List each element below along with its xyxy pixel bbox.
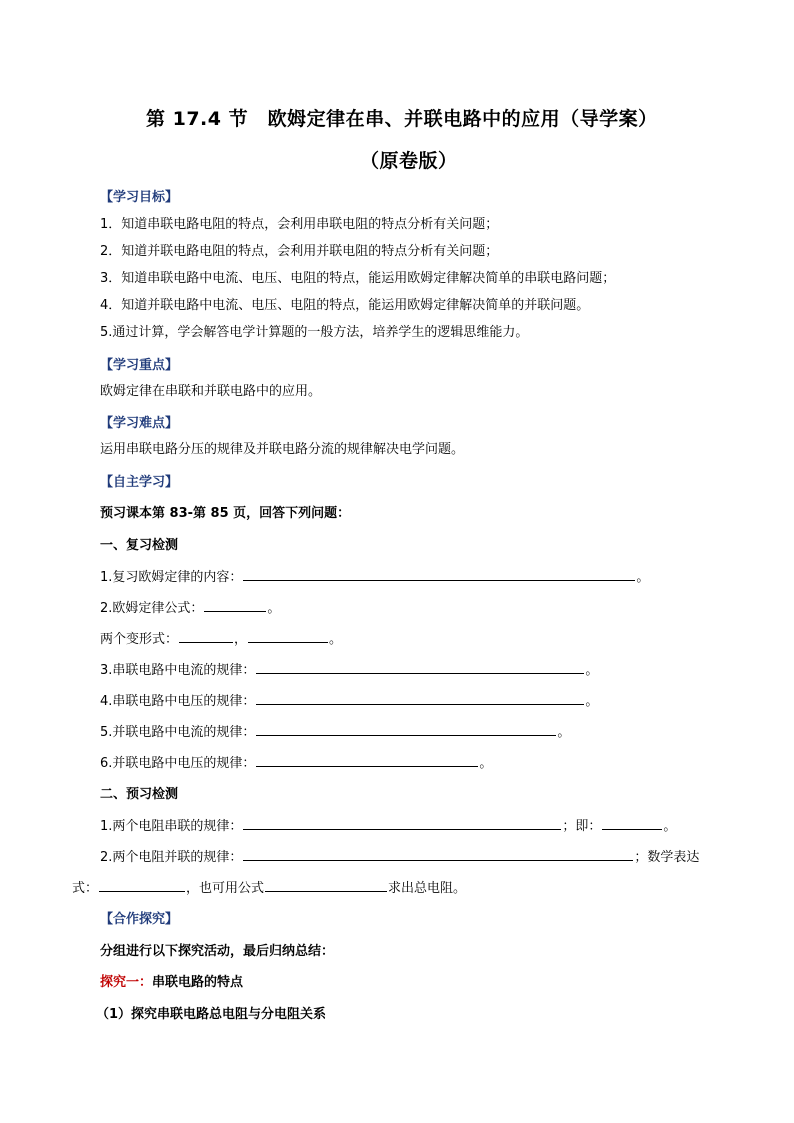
objective-item: 4．知道并联电路中电流、电压、电阻的特点，能运用欧姆定律解决简单的并联问题。 — [100, 298, 590, 313]
objective-item: 1．知道串联电路电阻的特点，会利用串联电阻的特点分析有关问题； — [100, 217, 499, 232]
answer-blank[interactable] — [265, 879, 387, 892]
question-5: 5.并联电路中电流的规律： 。 — [100, 725, 571, 740]
answer-blank[interactable] — [243, 568, 635, 581]
answer-blank[interactable] — [179, 630, 233, 643]
question-3: 3.串联电路中电流的规律： 。 — [100, 663, 599, 678]
question-2b: 两个变形式： ， 。 — [100, 632, 343, 647]
preview-question-2: 2.两个电阻并联的规律： ；数学表达 — [100, 850, 700, 865]
difficulties-text: 运用串联电路分压的规律及并联电路分流的规律解决电学问题。 — [100, 442, 465, 457]
explore-1 — [100, 971, 243, 990]
objective-item: 5.通过计算，学会解答电学计算题的一般方法，培养学生的逻辑思维能力。 — [100, 325, 529, 340]
answer-blank[interactable] — [99, 879, 185, 892]
answer-blank[interactable] — [256, 661, 584, 674]
question-6: 6.并联电路中电压的规律： 。 — [100, 756, 493, 771]
objectives-heading: 【学习目标】 — [100, 190, 179, 205]
preview-question-2-continued: 式： ，也可用公式 求出总电阻。 — [72, 881, 467, 896]
question-4: 4.串联电路中电压的规律： 。 — [100, 694, 599, 709]
answer-blank[interactable] — [256, 723, 556, 736]
key-points-text: 欧姆定律在串联和并联电路中的应用。 — [100, 384, 322, 399]
answer-blank[interactable] — [243, 848, 633, 861]
preview-question-1: 1.两个电阻串联的规律： ；即： 。 — [100, 819, 677, 834]
explore-1-label: 探究一： — [100, 975, 153, 990]
page-title: 第 17.4 节 欧姆定律在串、并联电路中的应用（导学案） — [146, 108, 658, 130]
question-2: 2.欧姆定律公式： 。 — [100, 601, 281, 616]
answer-blank[interactable] — [243, 817, 561, 830]
objective-item: 3．知道串联电路中电流、电压、电阻的特点，能运用欧姆定律解决简单的串联电路问题； — [100, 271, 616, 286]
key-points-heading: 【学习重点】 — [100, 358, 179, 373]
explore-1-sub-1: （1）探究串联电路总电阻与分电阻关系 — [96, 1007, 327, 1022]
difficulties-heading: 【学习难点】 — [100, 416, 179, 431]
self-study-heading: 【自主学习】 — [100, 475, 179, 490]
objective-item: 2．知道并联电路电阻的特点，会利用并联电阻的特点分析有关问题； — [100, 244, 499, 259]
answer-blank[interactable] — [248, 630, 328, 643]
answer-blank[interactable] — [602, 817, 662, 830]
self-study-intro: 预习课本第 83-第 85 页，回答下列问题： — [100, 506, 351, 521]
cooperation-intro: 分组进行以下探究活动，最后归纳总结： — [100, 944, 335, 959]
review-title: 一、复习检测 — [100, 538, 179, 553]
explore-1-title: 串联电路的特点 — [152, 975, 244, 990]
answer-blank[interactable] — [256, 692, 584, 705]
page-subtitle: （原卷版） — [360, 150, 458, 172]
question-1: 1.复习欧姆定律的内容： 。 — [100, 570, 650, 585]
preview-title: 二、预习检测 — [100, 787, 179, 802]
answer-blank[interactable] — [204, 599, 266, 612]
cooperation-heading: 【合作探究】 — [100, 912, 179, 927]
answer-blank[interactable] — [256, 754, 478, 767]
